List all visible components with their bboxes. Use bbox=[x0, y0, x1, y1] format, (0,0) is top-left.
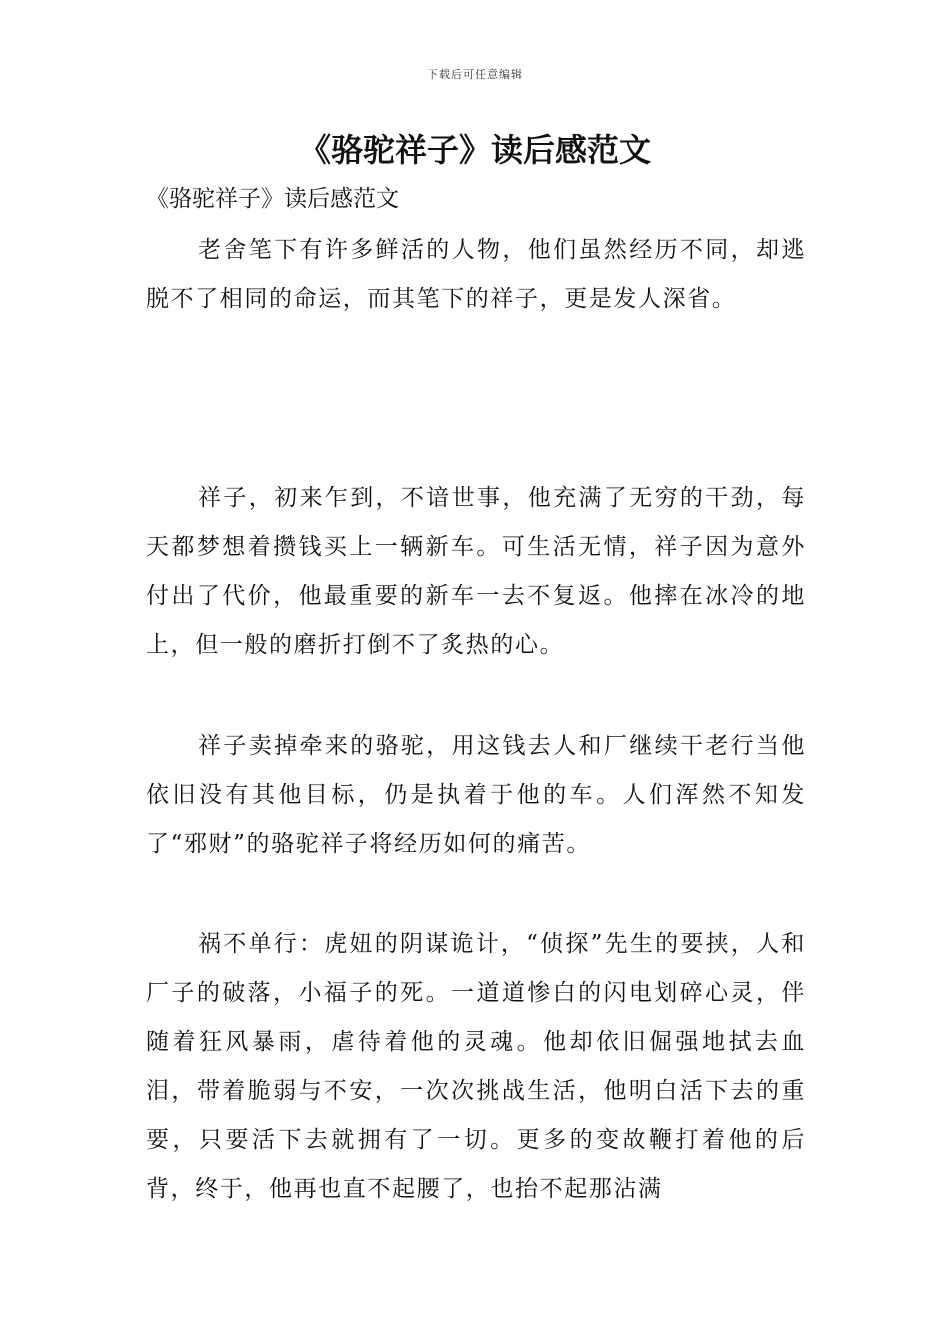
document-subtitle: 《骆驼祥子》读后感范文 bbox=[146, 186, 399, 212]
paragraph-4: 祸不单行：虎妞的阴谋诡计，“侦探”先生的要挟，人和厂子的破落，小福子的死。一道道惨白的闪电划碎心灵，伴随着狂风暴雨，虐待着他的灵魂。他却依旧倔强地拭去血泪，带着脆弱与不安，一次次挑战生活，他明白活下去的重要，只要活下去就拥有了一切。更多的变故鞭打着他的后背，终于，他再也直不起腰了，也抬不起那沾满 bbox=[146, 931, 806, 1202]
paragraph-1: 老舍笔下有许多鲜活的人物，他们虽然经历不同，却逃脱不了相同的命运，而其笔下的祥子，更是发人深省。 bbox=[146, 237, 806, 312]
paragraph-2: 祥子，初来乍到，不谙世事，他充满了无穷的干劲，每天都梦想着攒钱买上一辆新车。可生活无情，祥子因为意外付出了代价，他最重要的新车一去不复返。他摔在冰冷的地上，但一般的磨折打倒不了炙热的心。 bbox=[146, 485, 806, 658]
header-note: 下载后可任意编辑 bbox=[427, 68, 523, 81]
document-title: 《骆驼祥子》读后感范文 bbox=[298, 131, 651, 169]
paragraph-3: 祥子卖掉牵来的骆驼，用这钱去人和厂继续干老行当他依旧没有其他目标，仍是执着于他的车。人们浑然不知发了“邪财”的骆驼祥子将经历如何的痛苦。 bbox=[146, 733, 806, 857]
